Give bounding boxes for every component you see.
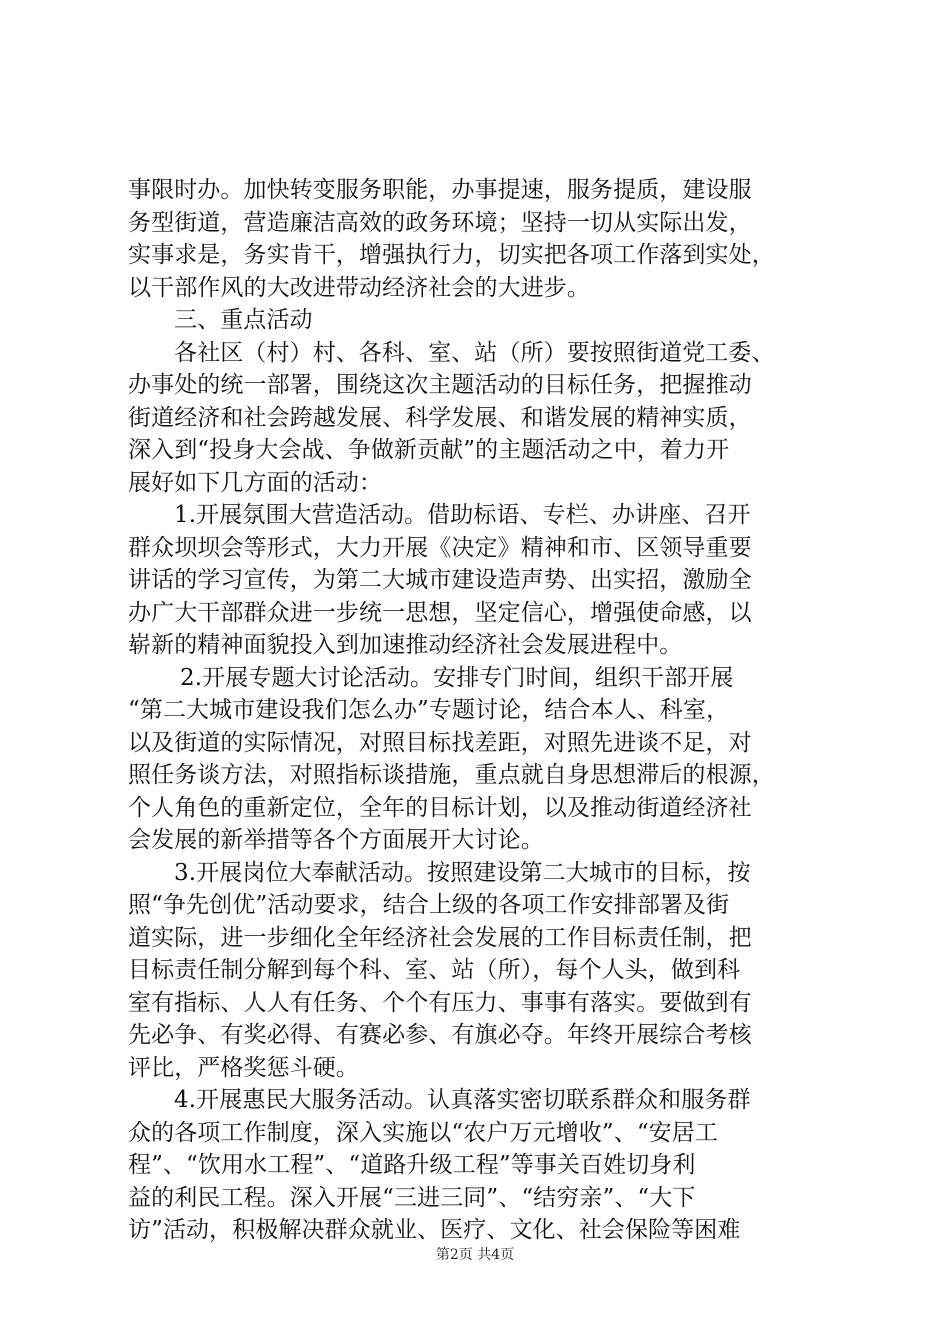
body-line: 办事处的统一部署，围绕这次主题活动的目标任务，把握推动 [128,372,752,398]
document-body [128,174,828,1247]
body-line: 目标责任制分解到每个科、室、站（所），每个人头，做到科 [128,957,741,983]
paragraph-first-line: 各社区（村）村、各科、室、站（所）要按照街道党工委、 [174,339,775,366]
body-line: 道实际，进一步细化全年经济社会发展的工作目标责任制，把 [128,924,752,951]
section-heading: 三、重点活动 [174,307,313,333]
body-line: 务型街道，营造廉洁高效的政务环境；坚持一切从实际出发， [128,209,752,236]
body-line: 照任务谈方法，对照指标谈措施，重点就自身思想滞后的根源， [128,762,775,788]
body-line: 先必争、有奖必得、有赛必参、有旗必夺。年终开展综合考核 [128,1022,752,1048]
body-line: 讲话的学习宣传，为第二大城市建设造声势、出实招，激励全 [128,567,752,593]
body-line: 以干部作风的大改进带动经济社会的大进步。 [128,274,590,301]
body-line: 展好如下几方面的活动： [128,469,383,496]
body-line: 照“争先创优”活动要求，结合上级的各项工作安排部署及街 [128,892,730,918]
paragraph-first-line: 3.开展岗位大奉献活动。按照建设第二大城市的目标，按 [174,859,751,886]
body-line: 评比，严格奖惩斗硬。 [128,1054,359,1081]
body-line: 以及街道的实际情况，对照目标找差距，对照先进谈不足，对 [128,729,752,756]
body-line: 会发展的新举措等各个方面展开大讨论。 [128,827,544,853]
paragraph-first-line: 4.开展惠民大服务活动。认真落实密切联系群众和服务群 [174,1087,751,1113]
paragraph-first-line: 1.开展氛围大营造活动。借助标语、专栏、办讲座、召开 [174,502,751,528]
paragraph-first-line: 2.开展专题大讨论活动。安排专门时间，组织干部开展 [180,664,734,691]
page-number-footer: 第2页 共4页 [435,1247,515,1263]
body-line: 室有指标、人人有任务、个个有压力、事事有落实。要做到有 [128,989,752,1016]
body-line: 街道经济和社会跨越发展、科学发展、和谐发展的精神实质， [128,404,752,431]
body-line: 众的各项工作制度，深入实施以“农户万元增收”、“安居工 [128,1119,718,1146]
body-line: 办广大干部群众进一步统一思想，坚定信心，增强使命感，以 [128,599,752,626]
body-line: 深入到“投身大会战、争做新贡献”的主题活动之中，着力开 [128,437,730,463]
body-line: 访”活动，积极解决群众就业、医疗、文化、社会保险等困难 [128,1217,741,1243]
body-line: 群众坝坝会等形式，大力开展《决定》精神和市、区领导重要 [128,534,752,561]
body-line: 事限时办。加快转变服务职能，办事提速，服务提质，建设服 [128,177,752,203]
body-line: 程”、“饮用水工程”、“道路升级工程”等事关百姓切身利 [128,1152,696,1178]
body-line: 个人角色的重新定位，全年的目标计划，以及推动街道经济社 [128,794,752,821]
body-line: “第二大城市建设我们怎么办”专题讨论，结合本人、科室， [128,697,730,723]
body-line: 益的利民工程。深入开展“三进三同”、“结穷亲”、“大下 [128,1184,696,1211]
body-line: 实事求是，务实肯干，增强执行力，切实把各项工作落到实处， [128,242,775,268]
body-line: 崭新的精神面貌投入到加速推动经济社会发展进程中。 [128,632,683,658]
